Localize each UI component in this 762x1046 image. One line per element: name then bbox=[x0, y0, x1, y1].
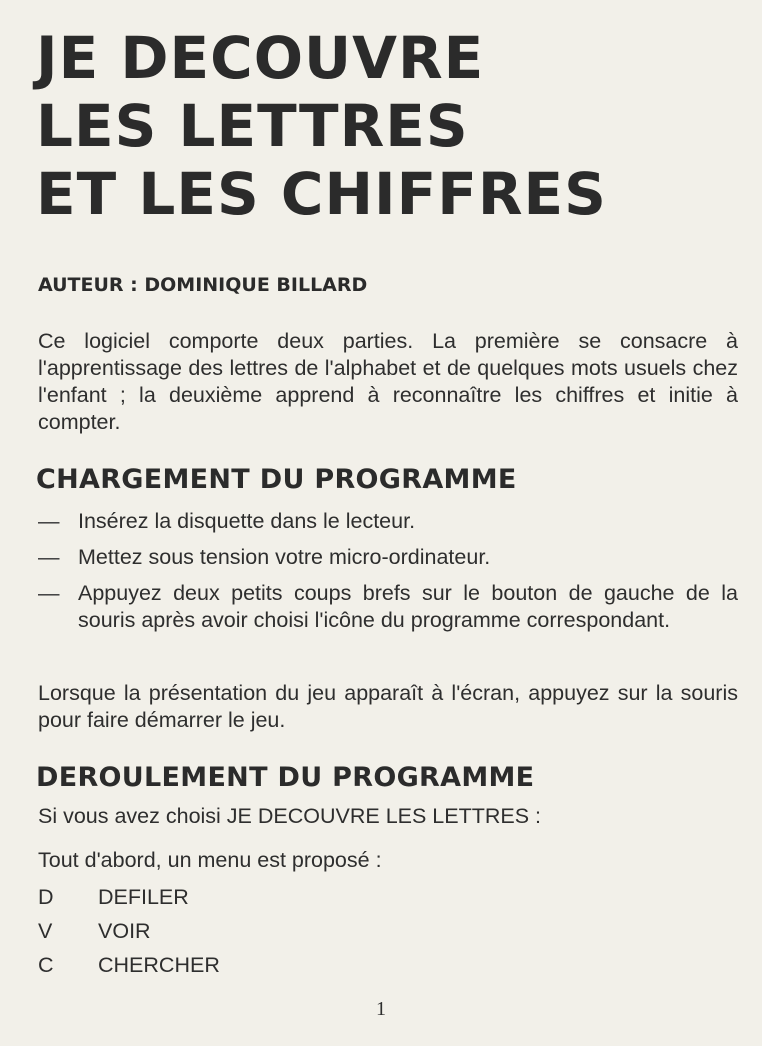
letters-choice-line: Si vous avez choisi JE DECOUVRE LES LETTRES : bbox=[38, 804, 542, 828]
title-line: ET LES CHIFFRES bbox=[36, 160, 607, 228]
menu-options-list bbox=[38, 880, 220, 982]
heading-deroulement: DEROULEMENT DU PROGRAMME bbox=[36, 762, 535, 793]
list-item-text: Mettez sous tension votre micro-ordinateur. bbox=[78, 545, 491, 569]
list-item-text: Appuyez deux petits coups brefs sur le bouton de gauche de la souris après avoir choisi l'icône du programme correspondant. bbox=[78, 581, 738, 632]
page-number: 1 bbox=[376, 998, 386, 1020]
menu-option-label: VOIR bbox=[98, 918, 151, 943]
title-line: LES LETTRES bbox=[36, 92, 469, 160]
author-line: AUTEUR : DOMINIQUE BILLARD bbox=[38, 274, 368, 296]
menu-option-label: DEFILER bbox=[98, 884, 189, 909]
start-paragraph: Lorsque la présentation du jeu apparaît à l'écran, appuyez sur la souris pour faire démarrer le jeu. bbox=[38, 681, 738, 732]
menu-option bbox=[38, 914, 220, 948]
menu-option bbox=[38, 948, 220, 982]
menu-option-key: V bbox=[38, 918, 53, 943]
intro-paragraph: Ce logiciel comporte deux parties. La première se consacre à l'apprentissage des lettres de l'alphabet et de quelques mots usuels chez l'enfant ; la deuxième apprend à reconnaître les chiffres et initie à compter. bbox=[38, 329, 738, 434]
list-item bbox=[38, 544, 738, 571]
dash-bullet: — bbox=[38, 581, 60, 605]
dash-bullet: — bbox=[38, 545, 60, 569]
loading-steps-list bbox=[38, 508, 738, 643]
list-item-text: Insérez la disquette dans le lecteur. bbox=[78, 509, 416, 533]
menu-option-label: CHERCHER bbox=[98, 952, 220, 977]
list-item bbox=[38, 508, 738, 535]
menu-intro-line: Tout d'abord, un menu est proposé : bbox=[38, 848, 382, 872]
heading-chargement: CHARGEMENT DU PROGRAMME bbox=[36, 464, 517, 495]
menu-option-key: C bbox=[38, 952, 54, 977]
title-line: JE DECOUVRE bbox=[36, 24, 485, 92]
menu-option bbox=[38, 880, 220, 914]
list-item bbox=[38, 580, 738, 634]
menu-option-key: D bbox=[38, 884, 54, 909]
page-title bbox=[36, 24, 607, 228]
dash-bullet: — bbox=[38, 509, 60, 533]
show-through-text bbox=[618, 32, 623, 53]
